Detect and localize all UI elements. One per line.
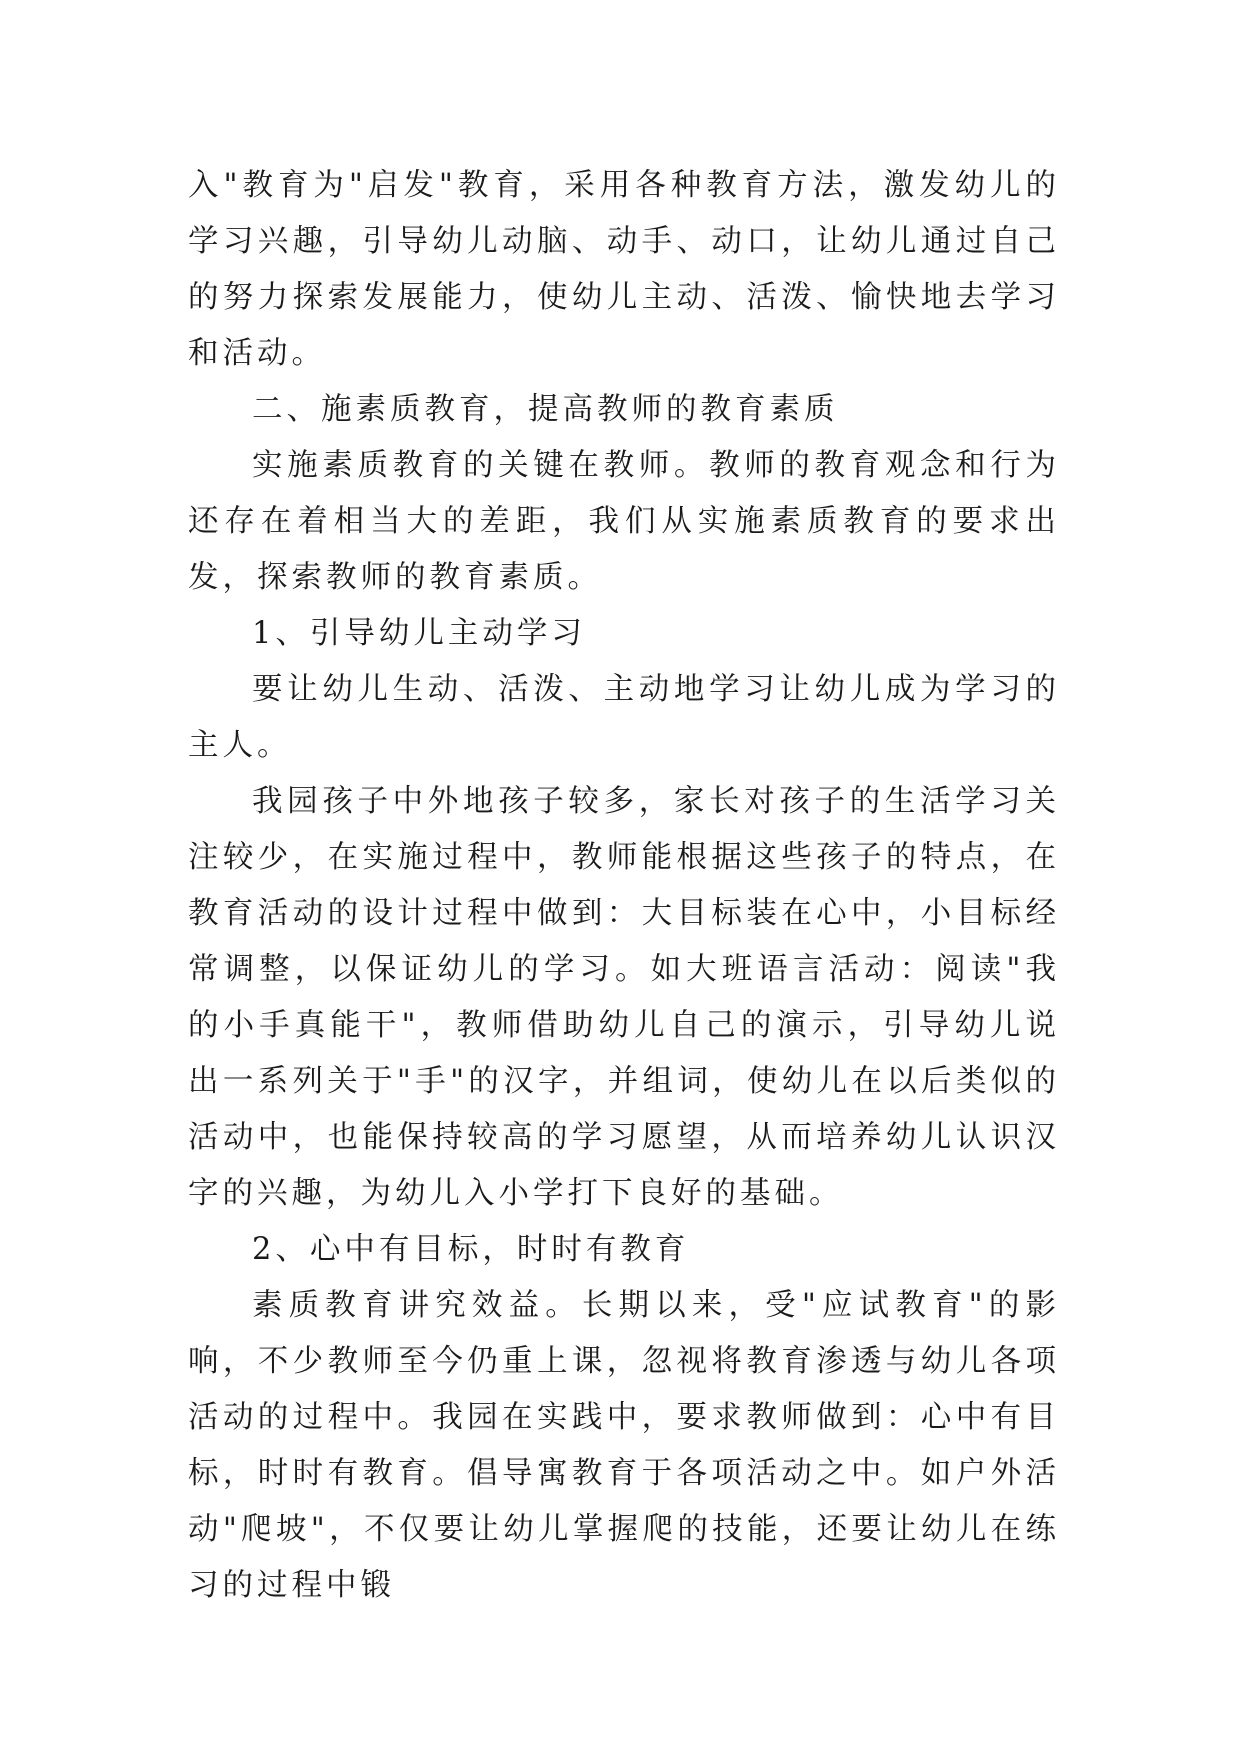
section-heading-2: 二、施素质教育，提高教师的教育素质 — [252, 392, 839, 427]
paragraph-teacher-key: 实施素质教育的关键在教师。教师的教育观念和行为还存在着相当大的差距，我们从实施素质教育的要求出发，探索教师的教育素质。 — [188, 448, 1060, 595]
paragraph-active-learning: 要让幼儿生动、活泼、主动地学习让幼儿成为学习的主人。 — [188, 672, 1060, 763]
subheading-2: 2、心中有目标，时时有教育 — [252, 1232, 690, 1267]
document-body — [188, 158, 1060, 1614]
subheading-1: 1、引导幼儿主动学习 — [252, 616, 586, 651]
paragraph-quality-education: 素质教育讲究效益。长期以来，受"应试教育"的影响，不少教师至今仍重上课，忽视将教育渗透与幼儿各项活动的过程中。我园在实践中，要求教师做到：心中有目标，时时有教育。倡导寓教育于各项活动之中。如户外活动"爬坡"，不仅要让幼儿掌握爬的技能，还要让幼儿在练习的过程中锻 — [188, 1288, 1060, 1603]
paragraph-continuation: 入"教育为"启发"教育，采用各种教育方法，激发幼儿的学习兴趣，引导幼儿动脑、动手、动口，让幼儿通过自己的努力探索发展能力，使幼儿主动、活泼、愉快地去学习和活动。 — [188, 168, 1060, 371]
paragraph-our-kindergarten: 我园孩子中外地孩子较多，家长对孩子的生活学习关注较少，在实施过程中，教师能根据这些孩子的特点，在教育活动的设计过程中做到：大目标装在心中，小目标经常调整，以保证幼儿的学习。如大班语言活动：阅读"我的小手真能干"，教师借助幼儿自己的演示，引导幼儿说出一系列关于"手"的汉字，并组词，使幼儿在以后类似的活动中，也能保持较高的学习愿望，从而培养幼儿认识汉字的兴趣，为幼儿入小学打下良好的基础。 — [188, 784, 1060, 1211]
